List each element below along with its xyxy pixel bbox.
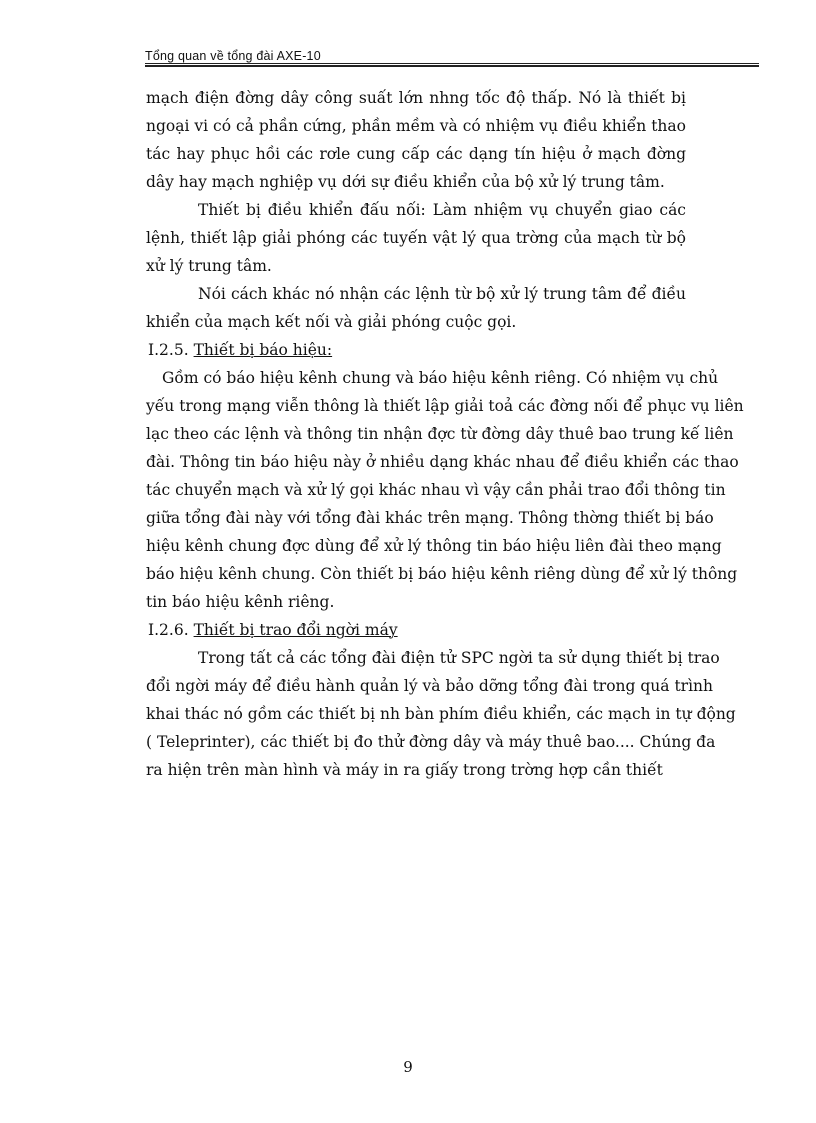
section-title: Thiết bị trao đổi ngời máy	[193, 621, 398, 639]
header-rule	[145, 63, 759, 64]
text-line: tác chuyển mạch và xử lý gọi khác nhau vì vậy cần phải trao đổi thông tin	[146, 481, 726, 499]
page-number: 9	[403, 1058, 413, 1076]
text-line: đổi ngời máy để điều hành quản lý và bảo dỡng tổng đài trong quá trình	[146, 677, 714, 695]
paragraph-1	[146, 84, 686, 196]
text-line: giữa tổng đài này với tổng đài khác trên mạng. Thông thờng thiết bị báo	[146, 509, 714, 527]
text-line: dây hay mạch nghiệp vụ dới sự điều khiển của bộ xử lý trung tâm.	[146, 173, 665, 191]
section-heading-man-machine	[146, 616, 686, 644]
header-title: Tổng quan về tổng đài AXE-10	[145, 49, 321, 63]
text-line: hiệu kênh chung đợc dùng để xử lý thông tin báo hiệu liên đài theo mạng	[146, 537, 722, 555]
text-line: mạch điện đờng dây công suất lớn nhng tốc độ thấp. Nó là thiết bị	[146, 89, 686, 107]
header-rule-double	[145, 65, 759, 67]
section-number: I.2.6.	[148, 621, 189, 639]
text-line: xử lý trung tâm.	[146, 257, 272, 275]
text-line: đài. Thông tin báo hiệu này ở nhiều dạng khác nhau để điều khiển các thao	[146, 453, 739, 471]
text-line: Nói cách khác nó nhận các lệnh từ bộ xử lý trung tâm để điều	[198, 285, 686, 303]
text-line: tin báo hiệu kênh riêng.	[146, 593, 335, 611]
text-line: khai thác nó gồm các thiết bị nh bàn phím điều khiển, các mạch in tự động	[146, 705, 736, 723]
paragraph-4	[146, 364, 744, 616]
text-line: tác hay phục hồi các rơle cung cấp các dạng tín hiệu ở mạch đờng	[146, 145, 686, 163]
text-line: khiển của mạch kết nối và giải phóng cuộc gọi.	[146, 313, 517, 331]
text-line: lạc theo các lệnh và thông tin nhận đợc từ đờng dây thuê bao trung kế liên	[146, 425, 734, 443]
text-line: ra hiện trên màn hình và máy in ra giấy trong trờng hợp cần thiết	[146, 761, 663, 779]
text-line: ( Teleprinter), các thiết bị đo thử đờng dây và máy thuê bao.... Chúng đa	[146, 733, 716, 751]
text-line: báo hiệu kênh chung. Còn thiết bị báo hiệu kênh riêng dùng để xử lý thông	[146, 565, 738, 583]
text-line: lệnh, thiết lập giải phóng các tuyến vật lý qua trờng của mạch từ bộ	[146, 229, 686, 247]
section-heading-signaling	[146, 336, 686, 364]
text-line: Gồm có báo hiệu kênh chung và báo hiệu kênh riêng. Có nhiệm vụ chủ	[162, 369, 719, 387]
text-line: yếu trong mạng viễn thông là thiết lập giải toả các đờng nối để phục vụ liên	[146, 397, 744, 415]
page-header	[145, 48, 759, 66]
paragraph-5	[146, 644, 736, 784]
paragraph-2	[146, 196, 686, 280]
paragraph-3	[146, 280, 686, 336]
text-line: Trong tất cả các tổng đài điện tử SPC ngời ta sử dụng thiết bị trao	[198, 649, 720, 667]
text-line: ngoại vi có cả phần cứng, phần mềm và có nhiệm vụ điều khiển thao	[146, 117, 686, 135]
section-number: I.2.5.	[148, 341, 189, 359]
document-body	[146, 84, 744, 784]
text-line: Thiết bị điều khiển đấu nối: Làm nhiệm vụ chuyển giao các	[198, 201, 686, 219]
section-title: Thiết bị báo hiệu:	[193, 341, 333, 359]
